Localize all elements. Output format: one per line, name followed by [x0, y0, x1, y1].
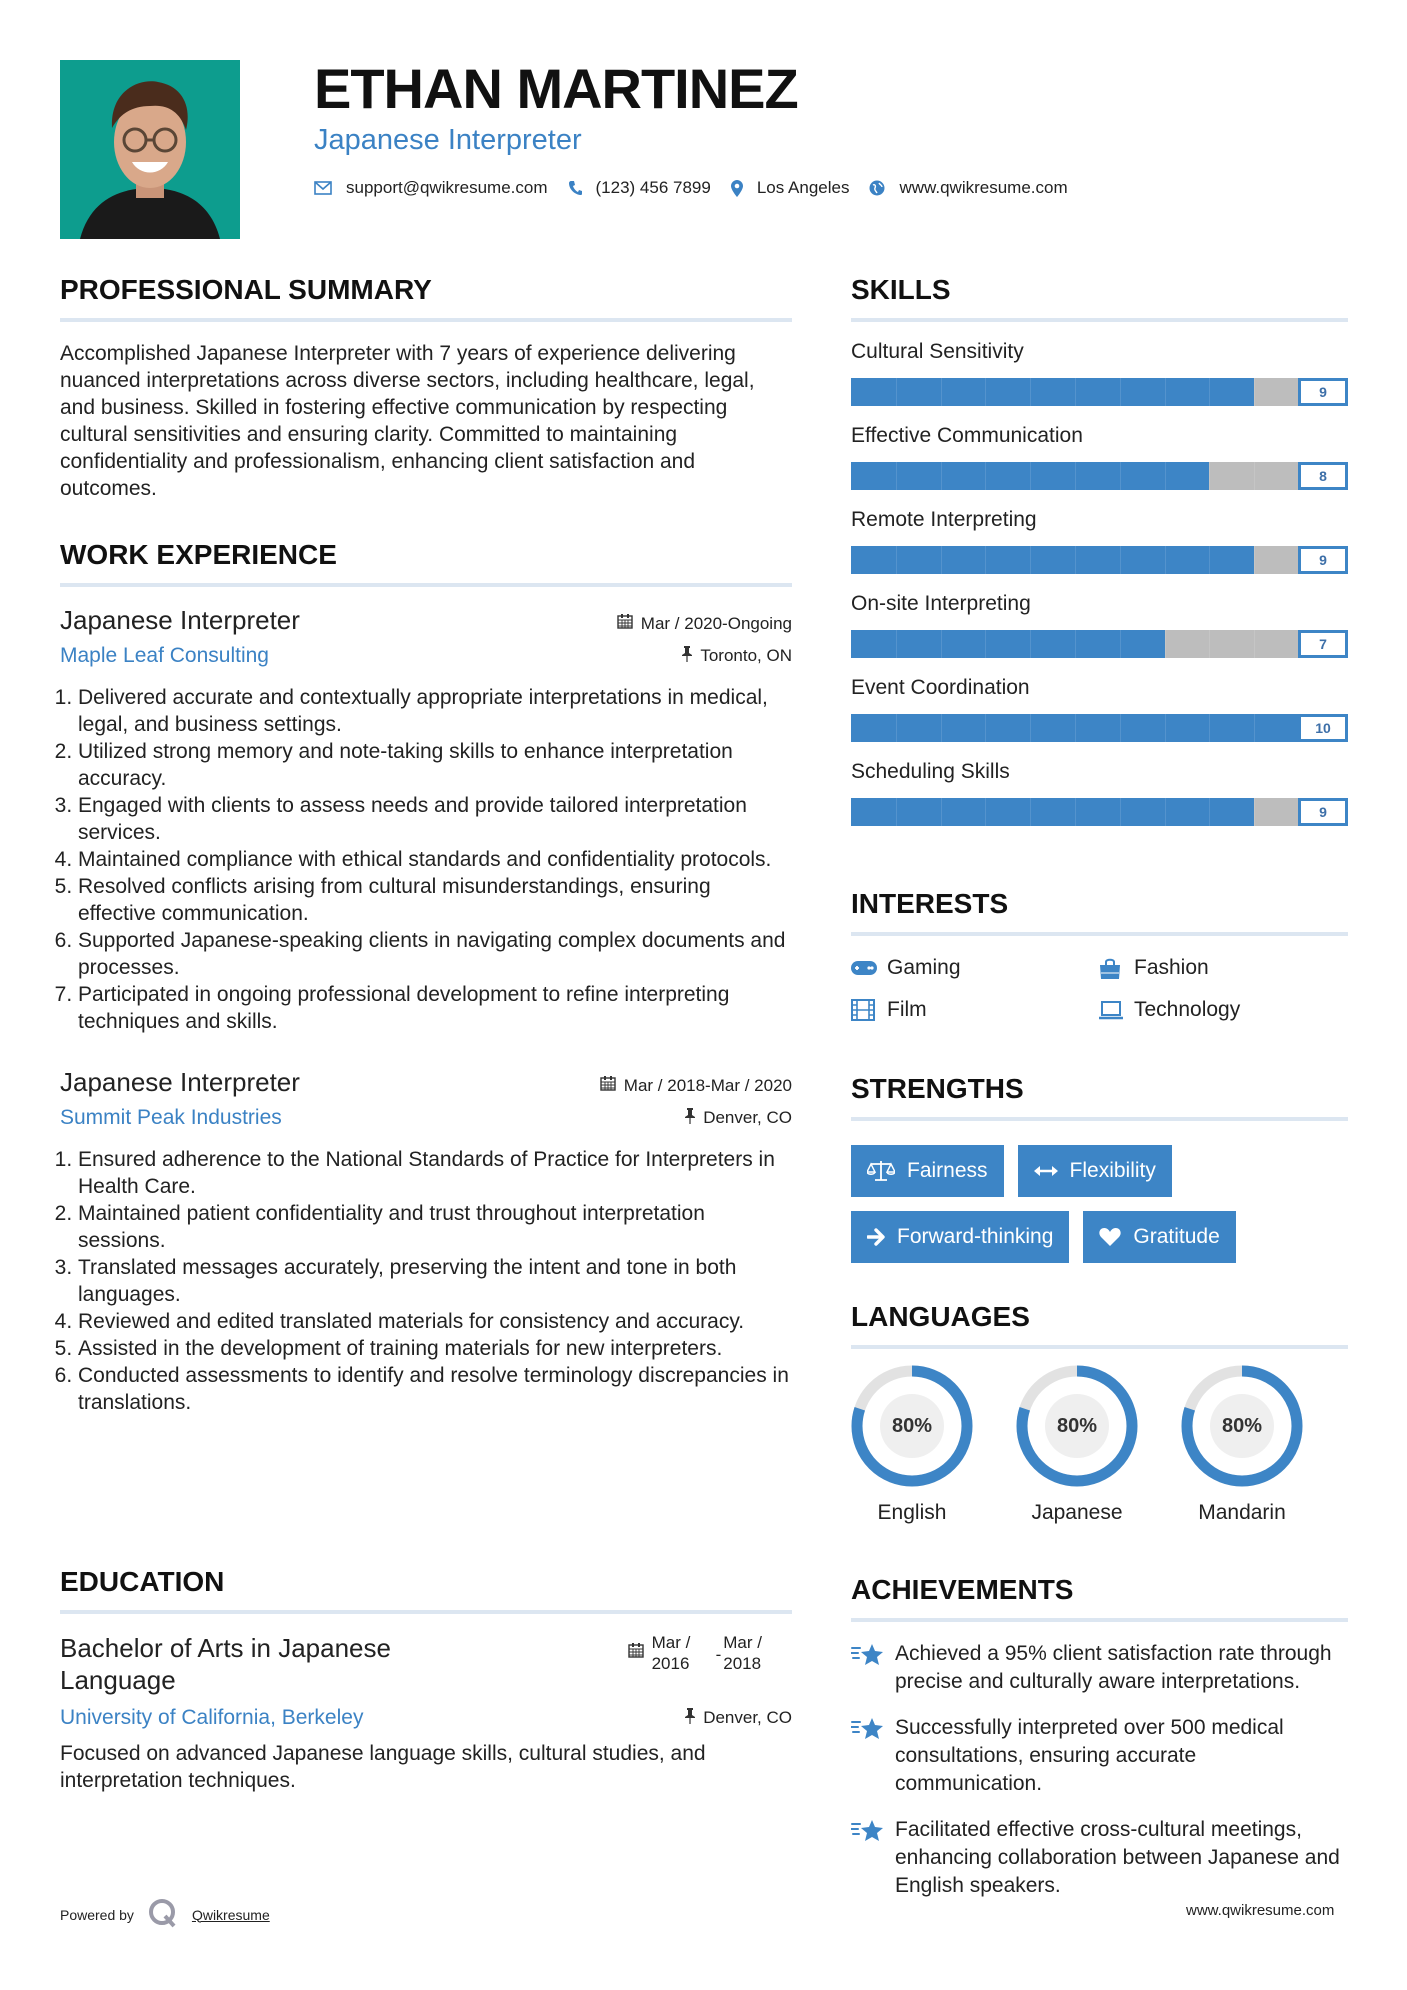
achievements-section [851, 1574, 1348, 1900]
skill-rating-bar [851, 546, 1348, 574]
job-dates: Mar / 2018-Mar / 2020 [623, 1075, 792, 1095]
qwikresume-link[interactable]: Qwikresume [191, 1906, 270, 1923]
skill-score: 9 [1298, 378, 1348, 406]
achievement-item [851, 1714, 1348, 1798]
school-name: University of California, Berkeley [60, 1706, 364, 1729]
list-item: 3. Engaged with clients to assess needs and provide tailored interpretation services. [78, 792, 792, 846]
achievements-list [851, 1640, 1348, 1900]
phone-icon [568, 180, 582, 196]
language-item [851, 1365, 1016, 1525]
skill-item [851, 760, 1348, 826]
language-item [1016, 1365, 1181, 1525]
strength-badge: Fairness [851, 1145, 1004, 1197]
interest-item: Gaming [851, 956, 1098, 980]
job-location: Denver, CO [703, 1108, 792, 1127]
job-title: Japanese Interpreter [60, 605, 300, 635]
job-entry [60, 605, 792, 1035]
job-entry [60, 1067, 792, 1416]
candidate-title: Japanese Interpreter [314, 124, 582, 156]
language-name: Japanese [1031, 1501, 1123, 1524]
map-marker-icon [731, 180, 743, 197]
shopping-bag-icon [1098, 956, 1124, 980]
list-item: 4. Maintained compliance with ethical standards and confidentiality protocols. [78, 846, 792, 873]
strength-badge: Forward-thinking [851, 1211, 1069, 1263]
job-location: Toronto, ON [700, 646, 792, 665]
achievement-text: Achieved a 95% client satisfaction rate through precise and culturally aware interpretations. [895, 1642, 1332, 1693]
qwikresume-logo-icon [148, 1898, 178, 1931]
strength-badge: Gratitude [1083, 1211, 1235, 1263]
list-item: 2. Utilized strong memory and note-taking skills to enhance interpretation accuracy. [78, 738, 792, 792]
summary-text: Accomplished Japanese Interpreter with 7 years of experience delivering nuanced interpretations across diverse sectors, including healthcare, legal, and business. Skilled in fostering effective communication by respecting cultural sensitivities and ensuring clarity. Committed to maintaining confidentiality and professionalism, enhancing client satisfaction and outcomes. [60, 342, 755, 500]
languages-section [851, 1301, 1348, 1525]
calendar-icon [617, 613, 633, 634]
person-portrait-icon [60, 60, 240, 239]
summary-heading: PROFESSIONAL SUMMARY [60, 274, 432, 305]
skill-rating-bar [851, 462, 1348, 490]
skill-name: Cultural Sensitivity [851, 340, 1024, 363]
language-name: English [877, 1501, 947, 1524]
skill-rating-bar [851, 714, 1348, 742]
skill-name: Scheduling Skills [851, 760, 1010, 783]
interests-section [851, 888, 1348, 1022]
shooting-star-icon [851, 1816, 895, 1900]
footer [60, 1898, 270, 1931]
strengths-heading: STRENGTHS [851, 1073, 1024, 1104]
list-item: 2. Maintained patient confidentiality and trust throughout interpretation sessions. [78, 1200, 792, 1254]
section-divider [851, 1345, 1348, 1349]
education-description: Focused on advanced Japanese language skills, cultural studies, and interpretation techniques. [60, 1742, 706, 1792]
calendar-icon [600, 1075, 616, 1096]
section-divider [60, 1610, 792, 1614]
achievement-text: Facilitated effective cross-cultural meetings, enhancing collaboration between Japanese and English speakers. [895, 1818, 1340, 1897]
interest-item: Fashion [1098, 956, 1348, 980]
education-section [60, 1566, 792, 1794]
job-bullets [60, 684, 792, 1035]
skill-name: Event Coordination [851, 676, 1030, 699]
film-icon [851, 999, 877, 1021]
envelope-icon [314, 181, 332, 195]
list-item: 7. Participated in ongoing professional development to refine interpreting techniques and skills. [78, 981, 792, 1035]
language-percent: 80% [1056, 1414, 1098, 1437]
skill-rating-bar [851, 798, 1348, 826]
list-item: 4. Reviewed and edited translated materials for consistency and accuracy. [78, 1308, 792, 1335]
language-progress-ring [1016, 1365, 1138, 1487]
interest-item: Technology [1098, 998, 1348, 1022]
arrows-horizontal-icon [1034, 1165, 1058, 1177]
shooting-star-icon [851, 1714, 895, 1798]
language-percent: 80% [891, 1414, 933, 1437]
skill-score: 7 [1298, 630, 1348, 658]
language-progress-ring [1181, 1365, 1303, 1487]
contact-email[interactable]: support@qwikresume.com [346, 178, 548, 197]
skill-rating-bar [851, 630, 1348, 658]
contact-website[interactable]: www.qwikresume.com [899, 178, 1068, 197]
pushpin-icon [685, 1708, 695, 1729]
job-title: Japanese Interpreter [60, 1067, 300, 1097]
contact-location: Los Angeles [756, 178, 850, 197]
experience-heading: WORK EXPERIENCE [60, 539, 337, 570]
language-item [1181, 1365, 1346, 1525]
language-name: Mandarin [1198, 1501, 1286, 1524]
section-divider [60, 318, 792, 322]
skill-item [851, 340, 1348, 406]
list-item: 6. Supported Japanese-speaking clients in navigating complex documents and processes. [78, 927, 792, 981]
school-location: Denver, CO [703, 1708, 792, 1727]
education-dates: Mar / 2016 - Mar / 2018 [628, 1632, 762, 1696]
job-company: Summit Peak Industries [60, 1106, 282, 1129]
list-item: 3. Translated messages accurately, preserving the intent and tone in both languages. [78, 1254, 792, 1308]
job-bullets [60, 1146, 792, 1416]
calendar-icon [628, 1642, 644, 1663]
section-divider [851, 318, 1348, 322]
skill-item [851, 424, 1348, 490]
languages-heading: LANGUAGES [851, 1301, 1030, 1332]
section-divider [851, 932, 1348, 936]
shooting-star-icon [851, 1640, 895, 1696]
job-dates: Mar / 2020-Ongoing [640, 613, 792, 633]
watermark: www.qwikresume.com [1186, 1902, 1335, 1919]
achievement-text: Successfully interpreted over 500 medical consultations, ensuring accurate communication. [895, 1716, 1284, 1795]
language-progress-ring [851, 1365, 973, 1487]
education-heading: EDUCATION [60, 1566, 225, 1597]
laptop-icon [1098, 1000, 1124, 1020]
skill-score: 8 [1298, 462, 1348, 490]
contact-bar [314, 178, 1088, 198]
job-company: Maple Leaf Consulting [60, 644, 269, 667]
summary-section [60, 274, 792, 502]
list-item: 6. Conducted assessments to identify and resolve terminology discrepancies in translations. [78, 1362, 792, 1416]
experience-section [60, 539, 792, 1416]
section-divider [851, 1117, 1348, 1121]
globe-icon [869, 180, 885, 196]
skill-item [851, 592, 1348, 658]
languages-list [851, 1365, 1348, 1525]
skills-list [851, 340, 1348, 826]
strengths-list [851, 1145, 1271, 1263]
section-divider [60, 583, 792, 587]
achievement-item [851, 1816, 1348, 1900]
gamepad-icon [851, 961, 877, 975]
section-divider [851, 1618, 1348, 1622]
skill-item [851, 676, 1348, 742]
profile-photo [60, 60, 240, 239]
interests-grid [851, 956, 1348, 1022]
skill-score: 10 [1298, 714, 1348, 742]
skill-item [851, 508, 1348, 574]
pushpin-icon [685, 1108, 695, 1129]
achievement-item [851, 1640, 1348, 1696]
arrow-right-icon [867, 1228, 885, 1246]
strength-badge: Flexibility [1018, 1145, 1172, 1197]
heart-icon [1099, 1227, 1121, 1247]
degree-title: Bachelor of Arts in Japanese Language [60, 1633, 391, 1695]
strengths-section [851, 1073, 1348, 1263]
skill-name: Remote Interpreting [851, 508, 1037, 531]
list-item: 1. Delivered accurate and contextually appropriate interpretations in medical, legal, and business settings. [78, 684, 792, 738]
powered-by-label: Powered by [60, 1906, 134, 1923]
contact-phone[interactable]: (123) 456 7899 [595, 178, 711, 197]
list-item: 5. Assisted in the development of training materials for new interpreters. [78, 1335, 792, 1362]
language-percent: 80% [1221, 1414, 1263, 1437]
skill-name: On-site Interpreting [851, 592, 1031, 615]
skill-score: 9 [1298, 546, 1348, 574]
skill-name: Effective Communication [851, 424, 1083, 447]
skills-heading: SKILLS [851, 274, 951, 305]
interests-heading: INTERESTS [851, 888, 1009, 919]
achievements-heading: ACHIEVEMENTS [851, 1574, 1074, 1605]
candidate-name: ETHAN MARTINEZ [314, 57, 798, 120]
balance-scale-icon [867, 1160, 895, 1182]
pushpin-icon [682, 646, 692, 667]
interest-item: Film [851, 998, 1098, 1022]
list-item: 5. Resolved conflicts arising from cultural misunderstandings, ensuring effective communication. [78, 873, 792, 927]
list-item: 1. Ensured adherence to the National Standards of Practice for Interpreters in Health Care. [78, 1146, 792, 1200]
skill-score: 9 [1298, 798, 1348, 826]
skills-section [851, 274, 1348, 844]
skill-rating-bar [851, 378, 1348, 406]
